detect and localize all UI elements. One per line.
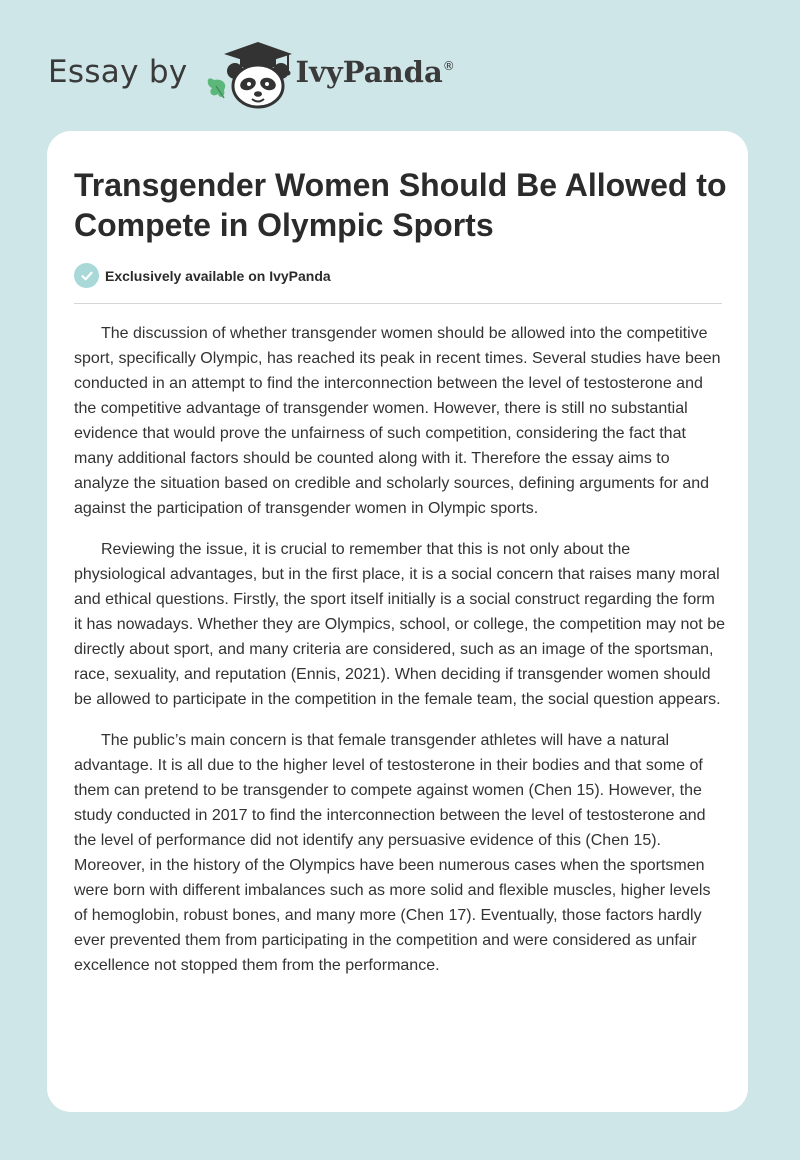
brand-name: IvyPanda — [295, 55, 443, 89]
essay-body — [74, 321, 726, 994]
essay-title: Transgender Women Should Be Allowed to Compete in Olympic Sports — [74, 167, 727, 243]
essay-paragraph: Reviewing the issue, it is crucial to remember that this is not only about the physiological advantages, but in the first place, it is a social concern that raises many moral and ethical questions. Firstly, the sport itself initially is a social construct regarding the form it has nowadays. Whether they are Olympics, school, or college, the competition may not be directly about sport, and many criteria are considered, such as an image of the sportsman, race, sexuality, and reputation (Ennis, 2021). When deciding if transgender women should be allowed to participate in the competition in the female team, the social question appears. — [74, 541, 725, 708]
brand-registered-mark: ® — [442, 59, 455, 73]
exclusive-label: Exclusively available on IvyPanda — [105, 267, 331, 284]
essay-paragraph: The public’s main concern is that female transgender athletes will have a natural advantage. It is all due to the higher level of testosterone in their bodies and that some of them can pretend to be transgender to compete against women (Chen 15). However, the study conducted in 2017 to find the interconnection between the level of testosterone and the level of performance did not identify any persuasive evidence of this (Chen 15). Moreover, in the history of the Olympics have been numerous cases when the sportsmen were born with different imbalances such as more solid and flexible muscles, higher levels of hemoglobin, robust bones, and many more (Chen 17). Eventually, those factors hardly ever prevented them from participating in the competition and were considered as unfair excellence not stopped them from the performance. — [74, 732, 711, 974]
title-divider — [74, 303, 722, 304]
essay-card — [47, 131, 748, 1112]
panda-graduate-logo-icon — [202, 34, 296, 110]
brand-prefix: Essay by — [48, 54, 188, 90]
essay-paragraph: The discussion of whether transgender women should be allowed into the competitive sport, specifically Olympic, has reached its peak in recent times. Several studies have been conducted in an attempt to find the interconnection between the level of testosterone and the competitive advantage of transgender women. However, there is still no substantial evidence that would prove the unfairness of such competition, considering the fact that many additional factors should be counted along with it. Therefore the essay aims to analyze the situation based on credible and scholarly sources, defining arguments for and against the participation of transgender women in Olympic sports. — [74, 325, 721, 517]
ivy-leaf-icon — [207, 78, 225, 98]
check-circle-icon — [74, 263, 99, 288]
exclusive-badge — [74, 263, 331, 288]
site-header-logo[interactable] — [48, 34, 455, 110]
